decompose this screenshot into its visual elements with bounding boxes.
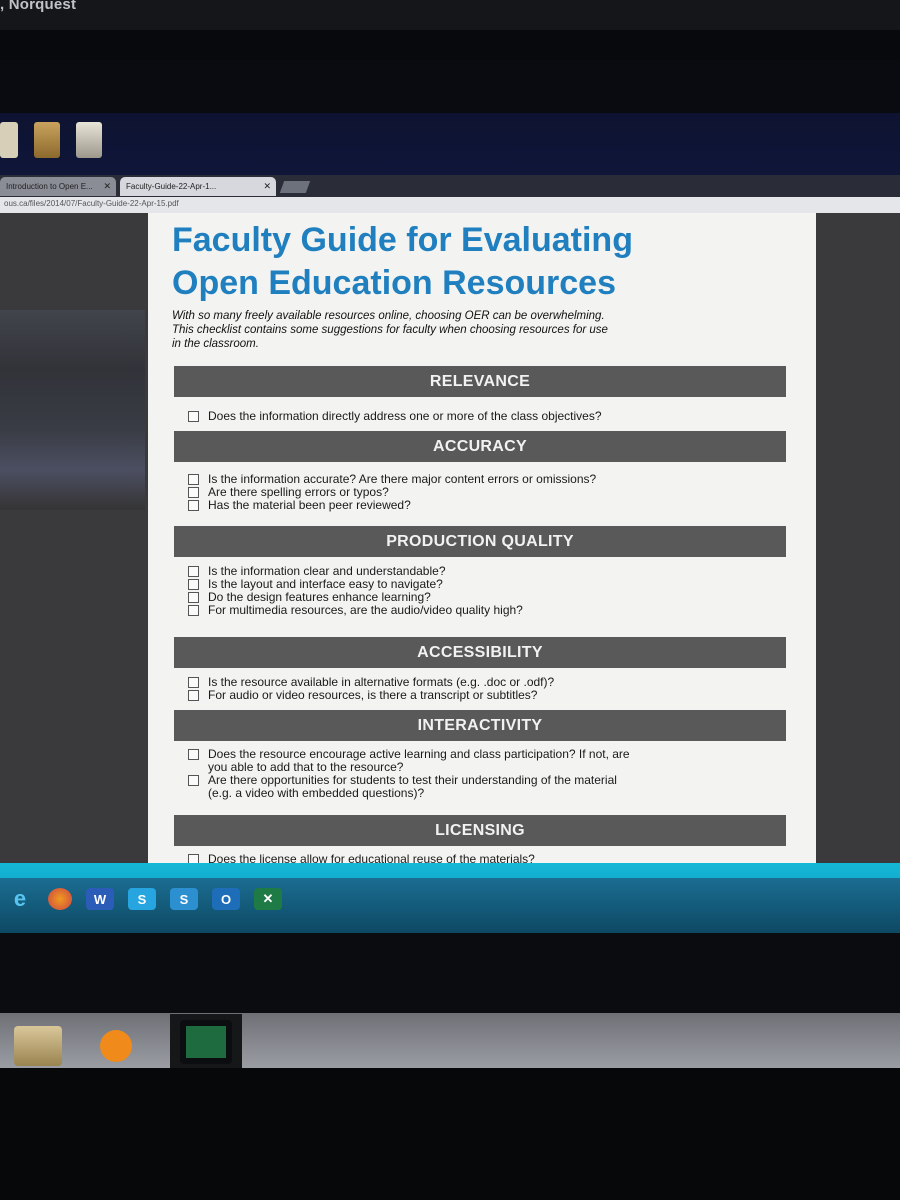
checkbox[interactable] [188,605,199,616]
new-tab-button[interactable] [280,181,310,193]
checkbox[interactable] [188,500,199,511]
checkbox[interactable] [188,854,199,863]
section-items-accuracy [184,473,774,512]
checklist-item-text: Is the layout and interface easy to navigate? [208,577,443,591]
checklist-item-text: Has the material been peer reviewed? [208,498,411,512]
desktop-file-icon[interactable] [0,122,18,158]
tab-label: Faculty-Guide-22-Apr-1... [126,182,217,191]
checklist-item[interactable] [184,499,774,512]
checklist-item-text: Does the information directly address one or more of the class objectives? [208,409,602,423]
checklist-item-text: (e.g. a video with embedded questions)? [208,786,425,800]
desktop-folder-icon[interactable] [34,122,60,158]
close-tab-icon[interactable]: ✕ [263,181,271,191]
outlook-icon[interactable]: O [212,888,240,910]
section-heading-relevance: RELEVANCE [174,366,786,397]
title-line-2: Open Education Resources [172,264,616,302]
skype-alt-icon[interactable]: S [170,888,198,910]
section-heading-licensing: LICENSING [174,815,786,846]
intro-line: in the classroom. [172,338,259,350]
monitor-lower-bezel [0,933,900,1013]
media-player-icon[interactable] [92,1026,140,1066]
section-heading-accuracy: ACCURACY [174,431,786,462]
excel-taskbar-button[interactable] [170,1014,242,1070]
checklist-item-continued [184,787,774,800]
checkbox[interactable] [188,677,199,688]
checkbox[interactable] [188,749,199,760]
tab-faculty-guide[interactable] [120,177,276,196]
tab-label: Introduction to Open E... [6,182,93,191]
desktop-document-icon[interactable] [76,122,102,158]
browser-tab-bar [0,175,900,197]
word-icon[interactable]: W [86,888,114,910]
internet-explorer-icon[interactable]: e [13,886,27,911]
checklist-item-text: Are there opportunities for students to test their understanding of the material [208,773,617,787]
monitor-top-bezel [0,0,900,30]
address-bar[interactable] [0,197,900,214]
checklist-item[interactable] [184,853,774,863]
checkbox[interactable] [188,690,199,701]
excel-icon [180,1020,232,1064]
title-line-1: Faculty Guide for Evaluating [172,221,633,259]
excel-icon[interactable]: ✕ [254,888,282,910]
second-taskbar-icons [14,1022,242,1070]
section-heading-production-quality: PRODUCTION QUALITY [174,526,786,557]
checkbox[interactable] [188,775,199,786]
file-explorer-icon[interactable] [14,1026,62,1066]
checkbox[interactable] [188,566,199,577]
checklist-item-text: you able to add that to the resource? [208,760,404,774]
checkbox[interactable] [188,411,199,422]
desktop-icons [0,122,102,158]
checklist-item-text: Do the design features enhance learning? [208,590,431,604]
address-text: ous.ca/files/2014/07/Faculty-Guide-22-Apr-15.pdf [4,199,179,208]
checklist-item-text: Is the information clear and understandable? [208,564,446,578]
tab-introduction[interactable] [0,177,116,196]
checklist-item-text: For multimedia resources, are the audio/video quality high? [208,603,523,617]
checklist-item[interactable] [184,604,774,617]
checklist-item-text: Is the information accurate? Are there major content errors or omissions? [208,472,597,486]
checklist-item-text: Is the resource available in alternative formats (e.g. .doc or .odf)? [208,675,555,689]
intro-line: With so many freely available resources online, choosing OER can be overwhelming. [172,310,605,322]
checklist-item-text: Does the resource encourage active learning and class participation? If not, are [208,747,630,761]
skype-icon[interactable]: S [128,888,156,910]
desktop-strip [0,113,900,183]
section-items-accessibility [184,676,774,702]
section-items-licensing [184,853,774,863]
section-items-production-quality [184,565,774,617]
checkbox[interactable] [188,579,199,590]
checkbox[interactable] [188,487,199,498]
checklist-item-text: Does the license allow for educational reuse of the materials? [208,852,535,863]
intro-text [172,309,772,351]
section-items-relevance [184,410,774,423]
section-heading-accessibility: ACCESSIBILITY [174,637,786,668]
checklist-item-text: Are there spelling errors or typos? [208,485,389,499]
checklist-item-text: For audio or video resources, is there a transcript or subtitles? [208,688,538,702]
checklist-item[interactable] [184,410,774,423]
intro-line: This checklist contains some suggestions for faculty when choosing resources for use [172,324,608,336]
close-tab-icon[interactable]: ✕ [103,181,111,191]
checkbox[interactable] [188,474,199,485]
firefox-icon[interactable] [48,888,72,910]
checklist-item[interactable] [184,689,774,702]
taskbar-icons [6,888,282,910]
corner-label: , Norquest [0,0,77,13]
desk-surface [0,1068,900,1200]
pdf-page [148,213,816,863]
section-items-interactivity [184,748,774,800]
page-title [172,219,633,305]
section-heading-interactivity: INTERACTIVITY [174,710,786,741]
background-window [0,310,145,510]
checkbox[interactable] [188,592,199,603]
